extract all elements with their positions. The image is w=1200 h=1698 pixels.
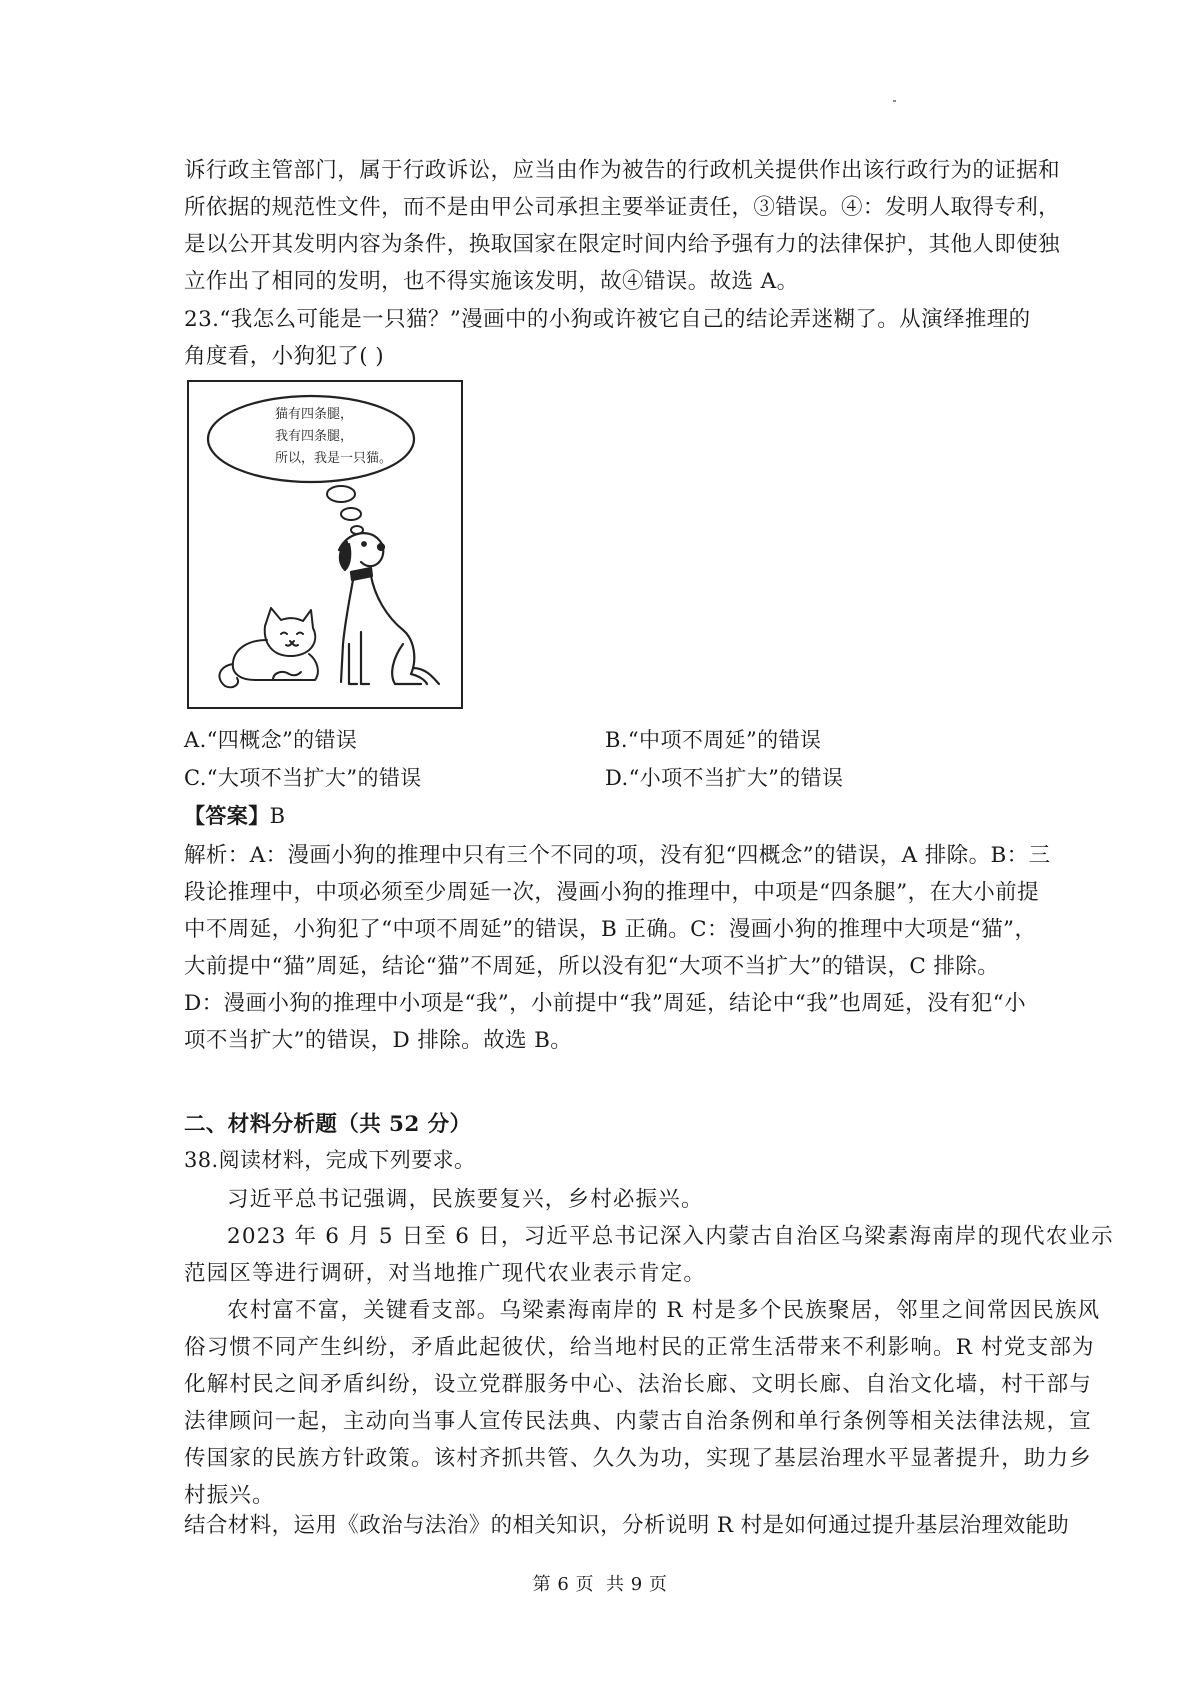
cat-illustration <box>219 608 317 687</box>
bubble-line-1: 猫有四条腿， <box>275 407 354 422</box>
text-line: 俗习惯不同产生纠纷，矛盾此起彼伏，给当地村民的正常生活带来不利影响。R 村党支部为 <box>184 1335 1095 1360</box>
previous-analysis-block <box>184 152 1061 300</box>
text-line: 农村富不富，关键看支部。乌梁素海南岸的 R 村是多个民族聚居，邻里之间常因民族风 <box>227 1298 1101 1323</box>
text-line: 结合材料，运用《政治与法治》的相关知识，分析说明 R 村是如何通过提升基层治理效能助 <box>184 1513 1070 1538</box>
text-line: 传国家的民族方针政策。该村齐抓共管、久久为功，实现了基层治理水平显著提升，助力乡 <box>184 1446 1093 1471</box>
text-line: 所依据的规范性文件，而不是由甲公司承担主要举证责任，③错误。④：发明人取得专利， <box>184 195 1061 220</box>
text-line: 法律顾问一起，主动向当事人宣传民法典、内蒙古自治条例和单行条例等相关法律法规，宣 <box>184 1409 1093 1434</box>
text-line: 中不周延，小狗犯了“中项不周延”的错误，B 正确。C：漫画小狗的推理中大项是“猫”， <box>184 917 1037 942</box>
thought-circle <box>341 508 361 520</box>
question-38-material <box>184 1181 1114 1514</box>
text-line: 解析：A：漫画小狗的推理中只有三个不同的项，没有犯“四概念”的错误，A 排除。B：三 <box>184 843 1051 868</box>
option-b: B.“中项不周延”的错误 <box>605 728 822 752</box>
dog-illustration <box>339 533 439 684</box>
option-a: A.“四概念”的错误 <box>184 728 358 752</box>
answer-line <box>184 800 285 830</box>
text-line: D：漫画小狗的推理中小项是“我”，小前提中“我”周延，结论中“我”也周延，没有犯“小 <box>184 991 1026 1016</box>
text-line: 是以公开其发明内容为条件，换取国家在限定时间内给予强有力的法律保护，其他人即使独 <box>184 232 1061 257</box>
text-line: 段论推理中，中项必须至少周延一次，漫画小狗的推理中，中项是“四条腿”，在大小前提 <box>184 880 1039 905</box>
question-38-stem: 38.阅读材料，完成下列要求。 <box>184 1148 476 1172</box>
question-23-analysis <box>184 837 1051 1059</box>
question-23-stem <box>184 301 1030 375</box>
page-number: 第 6 页 <box>532 1574 594 1595</box>
text-line: 大前提中“猫”周延，结论“猫”不周延，所以没有犯“大项不当扩大”的错误，C 排除。 <box>184 954 1000 979</box>
text-line: 2023 年 6 月 5 日至 6 日，习近平总书记深入内蒙古自治区乌梁素海南岸的现代农业示 <box>227 1224 1114 1249</box>
text-line: 范园区等进行调研，对当地推广现代农业表示肯定。 <box>184 1261 707 1286</box>
text-line: 立作出了相同的发明，也不得实施该发明，故④错误。故选 A。 <box>184 269 799 294</box>
bubble-line-2: 我有四条腿， <box>275 429 354 444</box>
option-d: D.“小项不当扩大”的错误 <box>605 766 844 790</box>
question-38-requirement <box>184 1507 1070 1544</box>
option-c: C.“大项不当扩大”的错误 <box>184 766 422 790</box>
answer-value: B <box>269 804 286 828</box>
scan-speck <box>893 100 896 102</box>
text-line: 化解村民之间矛盾纠纷，设立党群服务中心、法治长廊、文明长廊、自治文化墙，村干部与 <box>184 1372 1093 1397</box>
text-line: 项不当扩大”的错误，D 排除。故选 B。 <box>184 1028 573 1053</box>
page-footer <box>0 1570 1200 1596</box>
cartoon-drawing <box>189 382 461 707</box>
text-line: 角度看，小狗犯了( ) <box>184 344 385 369</box>
answer-label: 【答案】 <box>184 803 270 828</box>
cartoon-figure <box>187 380 463 709</box>
bubble-line-3: 所以，我是一只猫。 <box>275 451 393 466</box>
section-2-heading: 二、材料分析题（共 52 分） <box>184 1112 472 1137</box>
text-line: 村振兴。 <box>184 1483 275 1508</box>
thought-circle <box>327 486 355 502</box>
text-line: 23.“我怎么可能是一只猫？”漫画中的小狗或许被它自己的结论弄迷糊了。从演绎推理的 <box>184 307 1031 332</box>
text-line: 诉行政主管部门，属于行政诉讼，应当由作为被告的行政机关提供作出该行政行为的证据和 <box>184 158 1061 183</box>
page-total: 共 9 页 <box>606 1574 668 1595</box>
material-paragraph-1: 习近平总书记强调，民族要复兴，乡村必振兴。 <box>227 1187 704 1212</box>
